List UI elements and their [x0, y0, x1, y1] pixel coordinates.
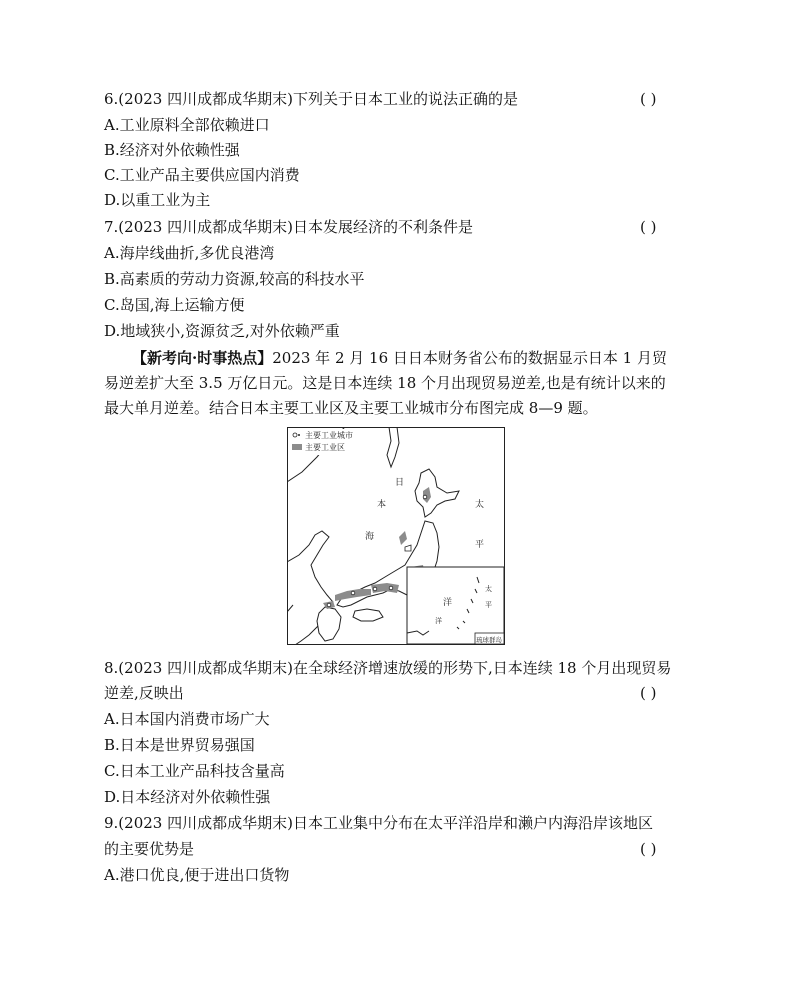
- question-6-stem: 6.(2023 四川成都成华期末)下列关于日本工业的说法正确的是: [104, 90, 518, 108]
- question-8-option-b: B.日本是世界贸易强国: [104, 736, 255, 754]
- question-8-option-c: C.日本工业产品科技含量高: [104, 762, 285, 780]
- question-6-option-a: A.工业原料全部依赖进口: [104, 116, 270, 134]
- city-marker-hiroshima: [351, 591, 355, 595]
- legend-zone-label: 主要工业区: [305, 443, 345, 452]
- question-7-stem: 7.(2023 四川成都成华期末)日本发展经济的不利条件是: [104, 218, 473, 236]
- ocean-label-yang: 洋: [443, 598, 453, 608]
- question-8-answer-blank: ( ): [640, 684, 657, 702]
- question-6-option-d: D.以重工业为主: [104, 191, 211, 209]
- question-8-option-d: D.日本经济对外依赖性强: [104, 788, 271, 806]
- inset-label-tai: 太: [485, 585, 492, 593]
- inset-caption: 琉球群岛: [476, 636, 502, 644]
- city-marker-osaka: [373, 587, 377, 591]
- sea-label-ben: 本: [377, 500, 387, 510]
- legend-city-icon: [293, 433, 297, 437]
- legend-city-dot-icon: [298, 434, 300, 436]
- question-9-stem-line-1: 9.(2023 四川成都成华期末)日本工业集中分布在太平洋沿岸和濑户内海沿岸该地区: [104, 814, 653, 832]
- city-marker-kitakyushu: [327, 603, 331, 607]
- question-7-option-a: A.海岸线曲折,多优良港湾: [104, 244, 275, 262]
- question-6-answer-blank: ( ): [640, 90, 657, 108]
- question-8-stem-line-1: 8.(2023 四川成都成华期末)在全球经济增速放缓的形势下,日本连续 18 个月出现贸易: [104, 659, 672, 677]
- hot-topic-line-1: [132, 347, 667, 369]
- inset-label-ping: 平: [485, 601, 492, 609]
- hot-topic-line-3: 最大单月逆差。结合日本主要工业区及主要工业城市分布图完成 8—9 题。: [104, 399, 598, 417]
- inset-label-yang: 洋: [435, 617, 442, 625]
- question-8-stem-line-2: 逆差,反映出: [104, 684, 184, 702]
- shikoku-outline: [353, 609, 383, 621]
- hot-topic-line-2: 易逆差扩大至 3.5 万亿日元。这是日本连续 18 个月出现贸易逆差,也是有统计以来的: [104, 374, 666, 392]
- question-9-stem-line-2: 的主要优势是: [104, 840, 195, 858]
- city-marker-sapporo: [423, 495, 427, 499]
- question-9-option-a: A.港口优良,便于进出口货物: [104, 866, 290, 884]
- hot-topic-text-1: 2023 年 2 月 16 日日本财务省公布的数据显示日本 1 月贸: [272, 349, 667, 367]
- question-7-option-b: B.高素质的劳动力资源,较高的科技水平: [104, 270, 365, 288]
- question-7-answer-blank: ( ): [640, 218, 657, 236]
- ocean-label-ping: 平: [475, 540, 485, 550]
- question-6-option-c: C.工业产品主要供应国内消费: [104, 166, 300, 184]
- japan-industry-map: [287, 427, 505, 645]
- question-7-option-c: C.岛国,海上运输方便: [104, 296, 245, 314]
- legend-city-label: 主要工业城市: [305, 431, 353, 440]
- question-9-answer-blank: ( ): [640, 840, 657, 858]
- ocean-label-tai: 太: [475, 500, 485, 510]
- legend-zone-swatch: [292, 444, 302, 450]
- question-6-option-b: B.经济对外依赖性强: [104, 141, 240, 159]
- city-marker-nagoya: [389, 586, 393, 590]
- hot-topic-tag: 【新考向·时事热点】: [132, 349, 273, 367]
- sea-label-ri: 日: [395, 478, 405, 488]
- sea-label-hai: 海: [365, 532, 375, 542]
- question-7-option-d: D.地域狭小,资源贫乏,对外依赖严重: [104, 322, 340, 340]
- question-8-option-a: A.日本国内消费市场广大: [104, 710, 270, 728]
